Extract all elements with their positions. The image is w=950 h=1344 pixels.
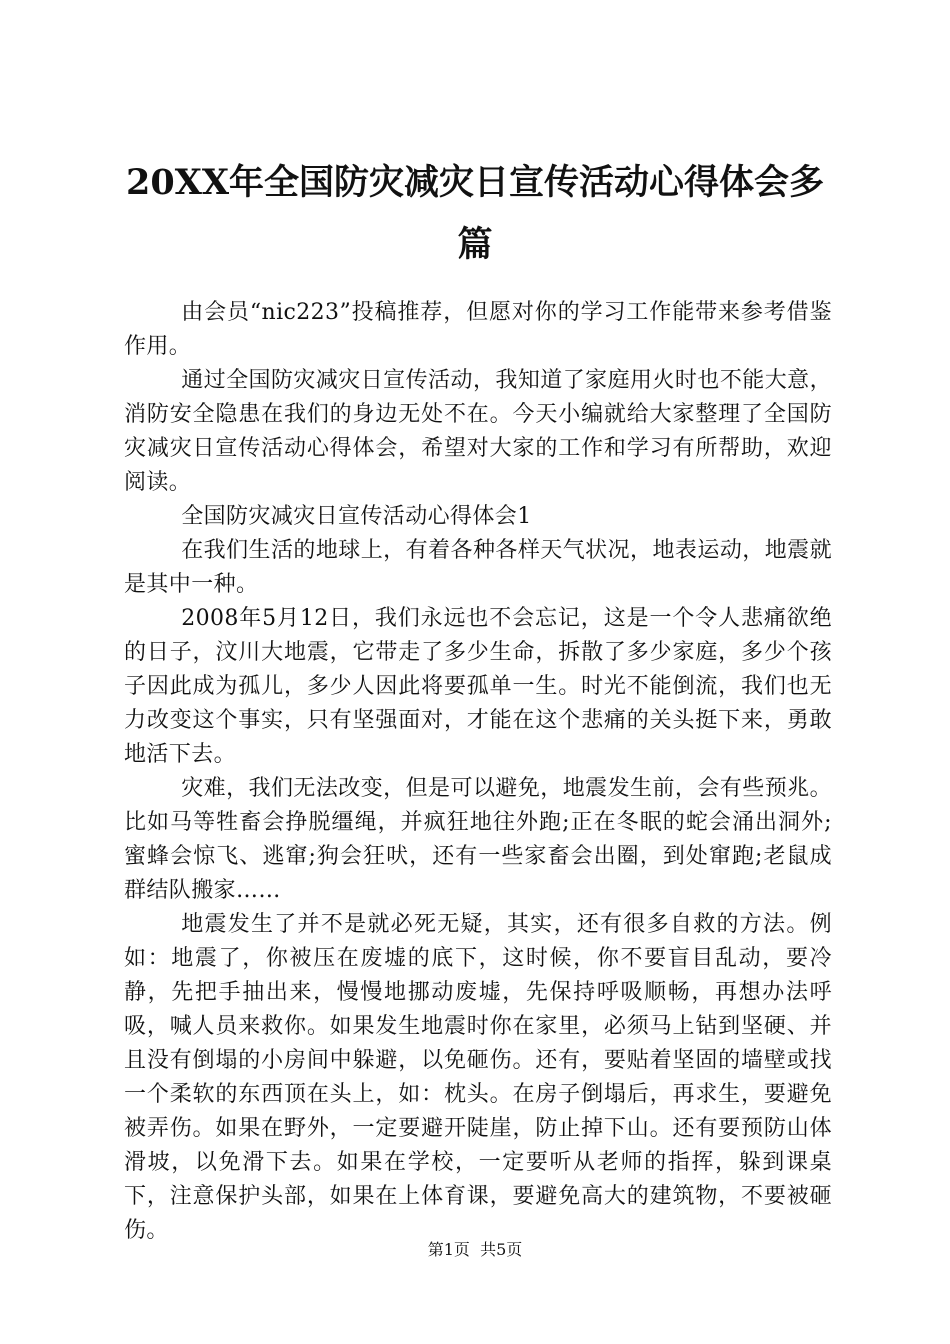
body-paragraph: 灾难，我们无法改变，但是可以避免，地震发生前，会有些预兆。比如马等牲畜会挣脱缰绳，并疯狂地往外跑;正在冬眠的蛇会涌出洞外;蜜蜂会惊飞、逃窜;狗会狂吠，还有一些家畜会出圈，到处窜跑;老鼠成群结队搬家……	[124, 776, 832, 903]
intro-paragraph: 由会员“nic223”投稿推荐，但愿对你的学习工作能带来参考借鉴作用。	[124, 300, 832, 359]
body-paragraph: 地震发生了并不是就必死无疑，其实，还有很多自救的方法。例如：地震了，你被压在废墟的底下，这时候，你不要盲目乱动，要冷静，先把手抽出来，慢慢地挪动废墟，先保持呼吸顺畅，再想办法呼吸，喊人员来救你。如果发生地震时你在家里，必须马上钻到坚硬、并且没有倒塌的小房间中躲避，以免砸伤。还有，要贴着坚固的墙壁或找一个柔软的东西顶在头上，如：枕头。在房子倒塌后，再求生，要避免被弄伤。如果在野外，一定要避开陡崖，防止掉下山。还有要预防山体滑坡，以免滑下去。如果在学校，一定要听从老师的指挥，躲到课桌下，注意保护头部，如果在上体育课，要避免高大的建筑物，不要被砸伤。	[124, 912, 832, 1243]
section-heading: 全国防灾减灾日宣传活动心得体会1	[181, 504, 532, 529]
page-number-footer: 第1页 共5页	[427, 1240, 523, 1259]
document-body	[124, 296, 832, 1248]
summary-paragraph: 通过全国防灾减灾日宣传活动，我知道了家庭用火时也不能大意，消防安全隐患在我们的身边无处不在。今天小编就给大家整理了全国防灾减灾日宣传活动心得体会，希望对大家的工作和学习有所帮助，欢迎阅读。	[124, 368, 832, 495]
body-paragraph: 在我们生活的地球上，有着各种各样天气状况，地表运动，地震就是其中一种。	[124, 538, 832, 597]
document-title: 20XX年全国防灾减灾日宣传活动心得体会多篇	[125, 162, 825, 265]
body-paragraph: 2008年5月12日，我们永远也不会忘记，这是一个令人悲痛欲绝的日子，汶川大地震，它带走了多少生命，拆散了多少家庭，多少个孩子因此成为孤儿，多少人因此将要孤单一生。时光不能倒流，我们也无力改变这个事实，只有坚强面对，才能在这个悲痛的关头挺下来，勇敢地活下去。	[124, 606, 832, 767]
